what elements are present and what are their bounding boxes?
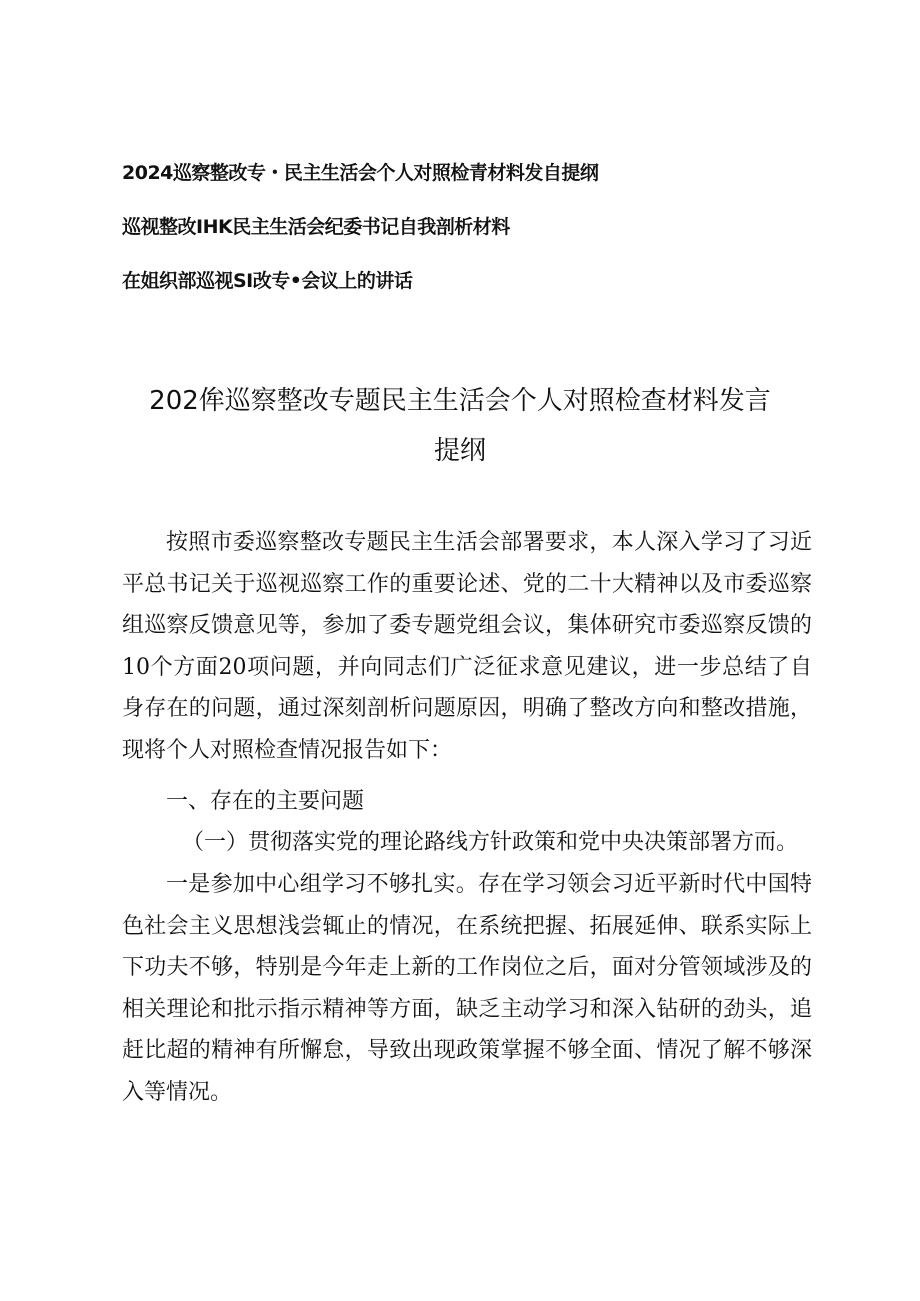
body-paragraph: 一是参加中心组学习不够扎实。存在学习领会习近平新时代中国特色社会主义思想浅尝辄止的情况，在系统把握、拓展延伸、联系实际上下功夫不够，特别是今年走上新的工作岗位之后，面对分管领域涉及的相关理论和批示指示精神等方面，缺乏主动学习和深入钻研的劲头，追赶比超的精神有所懈怠，导致出现政策掌握不够全面、情况了解不够深入等情况。 — [122, 872, 812, 1105]
document-title-line-1: 202侔巡察整改专题民主生活会个人对照检查材料发言 — [149, 386, 771, 416]
related-document-title: 巡视整改IHK民主生活会纪委书记自我剖析材料 — [122, 216, 510, 238]
subsection-heading: （一）贯彻落实党的理论路线方针政策和党中央决策部署方而。 — [182, 830, 799, 855]
document-title-line-2: 提纲 — [433, 436, 486, 466]
related-documents-list — [122, 160, 598, 322]
section-heading: 一、存在的主要问题 — [166, 789, 365, 814]
intro-paragraph: 按照市委巡察整改专题民主生活会部署要求，本人深入学习了习近平总书记关于巡视巡察工作的重要论述、党的二十大精神以及市委巡察组巡察反馈意见等，参加了委专题党组会议，集体研究市委巡察反馈的10个方面20项问题，并向同志们广泛征求意见建议，进一步总结了自身存在的问题，通过深刻剖析问题原因，明确了整改方向和整改措施，现将个人对照检查情况报告如下： — [122, 530, 812, 763]
related-document-title: 在姐织部巡视SI改专•会议上的讲话 — [122, 270, 413, 292]
document-title — [60, 376, 860, 476]
related-document-title: 2024巡察整改专・民主生活会个人对照检青材料发自提纲 — [122, 162, 599, 184]
